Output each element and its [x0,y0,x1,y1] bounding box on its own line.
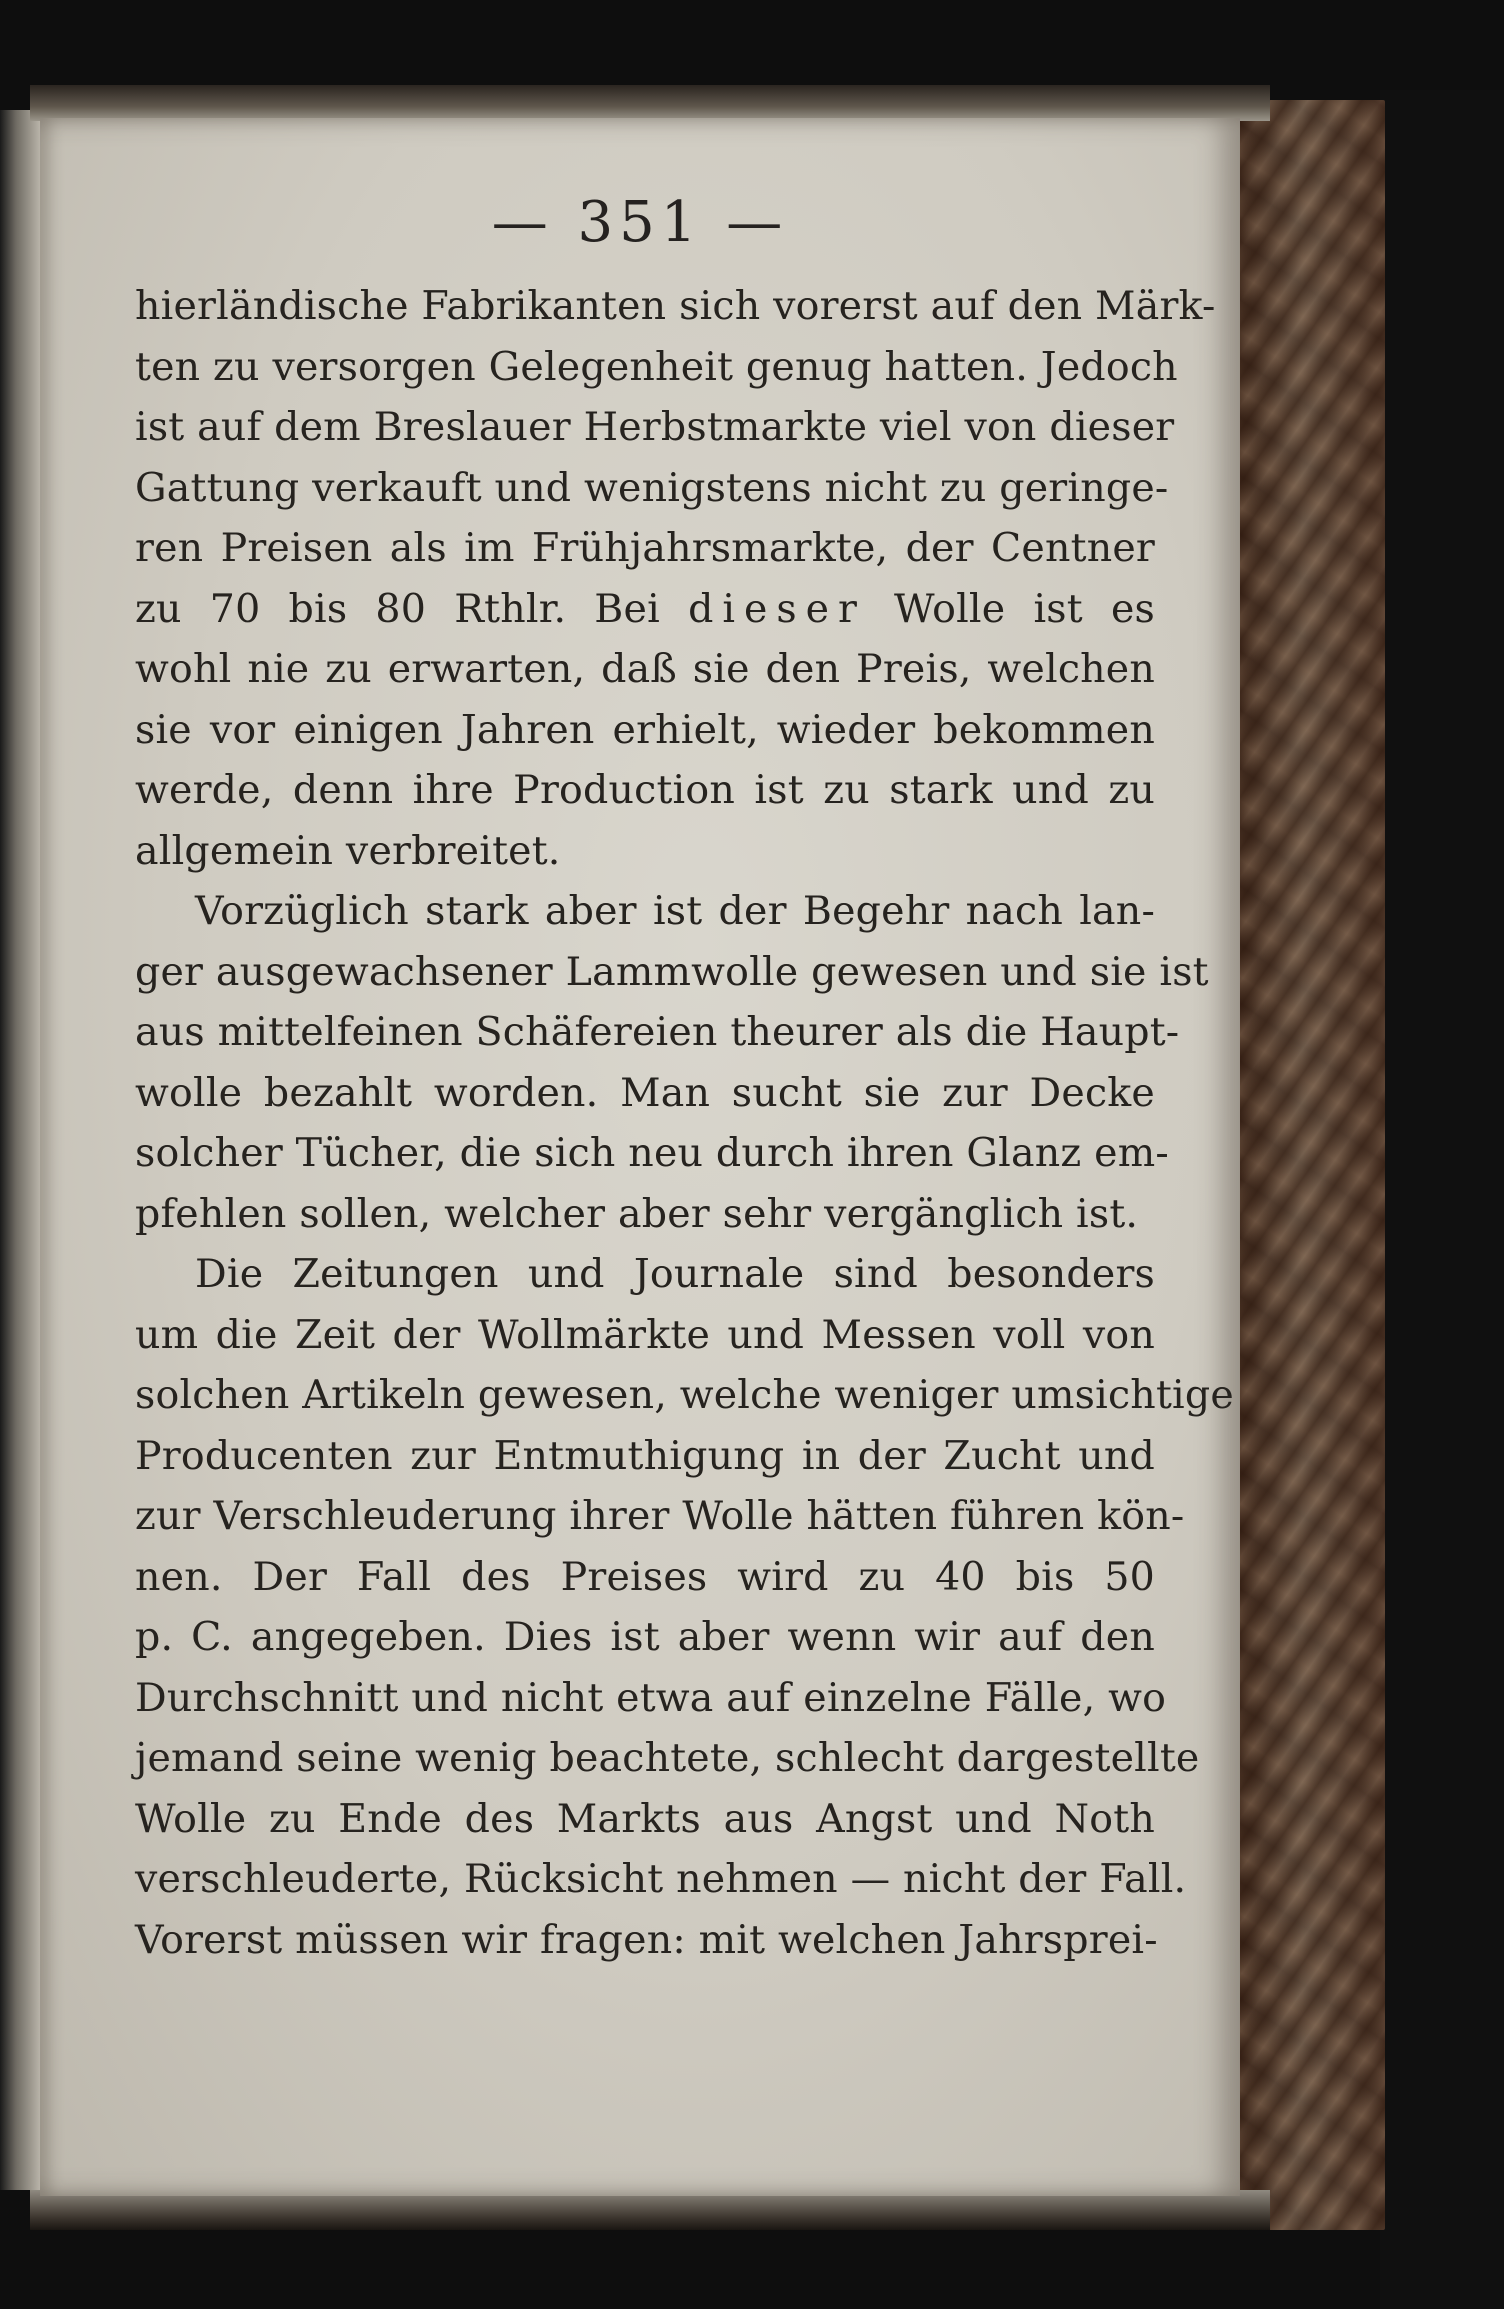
text-line: Durchschnitt und nicht etwa auf einzelne Fälle, wo [135,1674,1167,1721]
page-body [135,276,1234,1970]
text-line: um die Zeit der Wollmärkte und Messen voll von [135,1311,1155,1358]
text-line: Die Zeitungen und Journale sind besonders [195,1251,1155,1297]
text-line: nen. Der Fall des Preises wird zu 40 bis 50 [135,1553,1155,1600]
page-bottom-edge [30,2190,1270,2230]
text-line: ist auf dem Breslauer Herbstmarkte viel von dieser [135,404,1175,450]
left-page-edge [0,110,40,2190]
text-line: allgemein verbreitet. [135,827,561,874]
text-line: wolle bezahlt worden. Man sucht sie zur Decke [135,1069,1155,1116]
text-line: solcher Tücher, die sich neu durch ihren Glanz em- [135,1130,1169,1176]
text-line: Gattung verkauft und wenigstens nicht zu geringe- [135,464,1169,511]
text-line: solchen Artikeln gewesen, welche weniger umsichtige [135,1372,1234,1418]
text-line: Producenten zur Entmuthigung in der Zucht und [135,1432,1155,1479]
book-page [40,118,1240,2196]
text-line: ren Preisen als im Frühjahrsmarkte, der Centner [135,525,1155,571]
text-line: zur Verschleuderung ihrer Wolle hätten führen kön- [135,1493,1185,1539]
text-line: Wolle zu Ende des Markts aus Angst und Noth [135,1795,1155,1842]
text-line: pfehlen sollen, welcher aber sehr vergänglich ist. [135,1190,1139,1237]
page-number-header: — 351 — [491,190,789,255]
background-shadow [1380,90,1504,2309]
text-line: aus mittelfeinen Schäfereien theurer als die Haupt- [135,1009,1180,1055]
text-segment: zu 70 bis 80 Rthlr. Bei [135,585,689,632]
text-line: sie vor einigen Jahren erhielt, wieder bekommen [135,706,1155,753]
text-segment: Wolle ist es [865,585,1155,632]
text-line: ten zu versorgen Gelegenheit genug hatten. Jedoch [135,343,1178,390]
text-line: hierländische Fabrikanten sich vorerst auf den Märk- [135,283,1216,329]
marbled-cover [1235,100,1385,2230]
text-line: p. C. angegeben. Dies ist aber wenn wir auf den [135,1614,1155,1660]
text-line: Vorerst müssen wir fragen: mit welchen Jahrsprei- [135,1916,1158,1963]
text-line: verschleuderte, Rücksicht nehmen — nicht der Fall. [135,1856,1187,1902]
text-line: jemand seine wenig beachtete, schlecht dargestellte [135,1735,1200,1781]
text-line: Vorzüglich stark aber ist der Begehr nach lan- [195,888,1155,934]
text-line [135,579,1155,640]
emphasized-word: dieser [688,585,866,632]
page-top-edge [30,85,1270,121]
text-line: wohl nie zu erwarten, daß sie den Preis, welchen [135,646,1155,692]
text-line: werde, denn ihre Production ist zu stark und zu [135,767,1155,813]
text-line: ger ausgewachsener Lammwolle gewesen und sie ist [135,948,1209,995]
